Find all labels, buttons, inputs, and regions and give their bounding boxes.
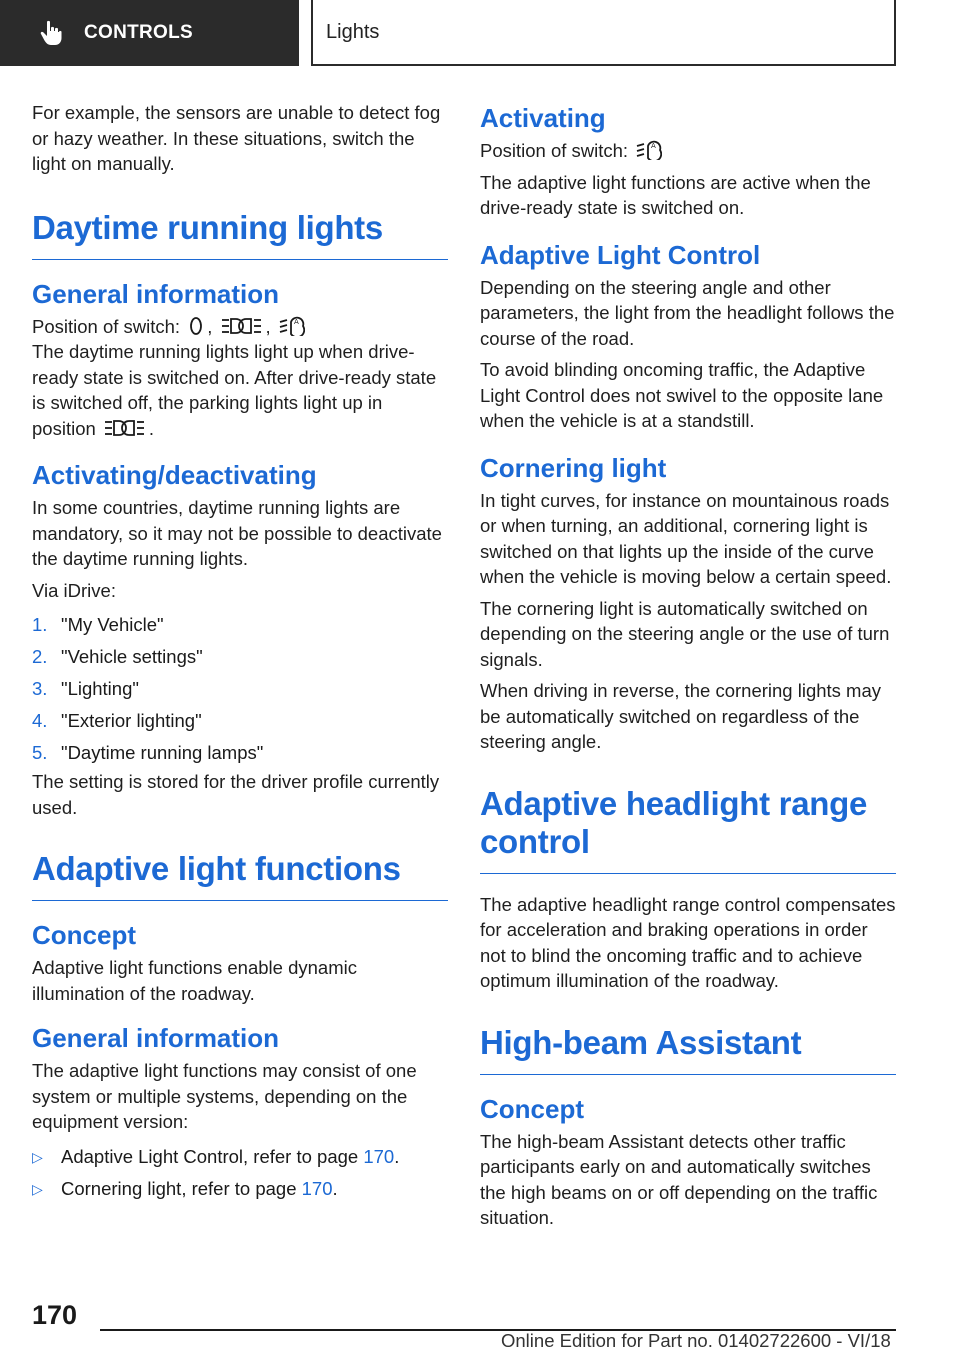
list-item: ▷ Adaptive Light Control, refer to page 170. <box>32 1141 448 1173</box>
page-link[interactable]: 170 <box>301 1177 333 1199</box>
corner-body-3: When driving in reverse, the cornering lights may be automatically switched on regardless of the steering angle. <box>480 680 882 752</box>
alf-general-body: The adaptive light functions may consist of one system or multiple systems, depending on the equipment version: <box>32 1060 417 1132</box>
svg-text:A: A <box>293 317 299 326</box>
parking-lights-icon <box>221 316 263 336</box>
idrive-steps <box>32 609 448 769</box>
heading-high-beam-assistant: High-beam Assistant <box>480 1024 896 1075</box>
heading-concept: Concept <box>32 920 136 950</box>
heading-alf-general-information: General information <box>32 1023 280 1053</box>
via-idrive: Via iDrive: <box>32 579 116 601</box>
corner-body-1: In tight curves, for instance on mountainous roads or when turning, an additional, cornering light is switched on that lights up the inside of the curve when the vehicle is moving below a certain speed. <box>480 489 892 587</box>
svg-text:A: A <box>651 142 657 150</box>
switch-off-icon <box>188 316 204 336</box>
heading-activating-deactivating: Activating/deactivating <box>32 460 317 490</box>
list-item: 5. "Daytime running lamps" <box>32 742 264 763</box>
list-item: 4. "Exterior lighting" <box>32 710 202 731</box>
controls-tab-label: CONTROLS <box>84 22 194 43</box>
drl-body-text: The daytime running lights light up when drive-ready state is switched on. After drive-ready state is switched off, the parking lights light up in position <box>32 341 437 439</box>
auto-headlight-icon <box>636 140 662 160</box>
page-number: 170 <box>32 1300 78 1330</box>
heading-cornering-light: Cornering light <box>480 452 667 483</box>
activating-position-prefix: Position of switch: <box>480 140 629 161</box>
alc-body-2: To avoid blinding oncoming traffic, the Adaptive Light Control does not swivel to the opposite lane when the vehicle is at a standstill. <box>480 359 884 431</box>
auto-headlight-icon <box>279 316 305 336</box>
page-footer <box>0 1292 960 1362</box>
heading-daytime-running-lights: Daytime running lights <box>32 209 448 260</box>
list-item: 2. "Vehicle settings" <box>32 646 203 667</box>
controls-tab[interactable] <box>0 0 299 66</box>
edition-text: Online Edition for Part no. 01402722600 - VI/18 <box>501 1330 891 1351</box>
left-column <box>32 100 448 1205</box>
drl-switch-position: Position of switch: , , A <box>32 314 448 340</box>
page-link[interactable]: 170 <box>363 1145 395 1167</box>
concept-body: Adaptive light functions enable dynamic illumination of the roadway. <box>32 957 357 1004</box>
heading-adaptive-light-control: Adaptive Light Control <box>480 239 761 270</box>
stored-note: The setting is stored for the driver profile currently used. <box>32 771 440 818</box>
right-column <box>480 100 896 1231</box>
triangle-bullet-icon: ▷ <box>32 1148 43 1165</box>
act-body: In some countries, daytime running lights are mandatory, so it may not be possible to deactivate the daytime running lights. <box>32 497 442 569</box>
alf-bullets <box>32 1141 448 1205</box>
heading-hba-concept: Concept <box>480 1093 584 1124</box>
page-header <box>0 0 960 66</box>
heading-adaptive-headlight-range-control: Adaptive headlight range control <box>480 785 896 874</box>
activating-body: The adaptive light functions are active when the drive-ready state is switched on. <box>480 171 871 218</box>
section-tab-label: Lights <box>326 20 380 43</box>
alc-body-1: Depending on the steering angle and other parameters, the light from the headlight follows the course of the road. <box>480 276 895 349</box>
drl-position-prefix: Position of switch: <box>32 315 181 337</box>
list-item: ▷ Cornering light, refer to page 170. <box>32 1173 448 1205</box>
heading-adaptive-light-functions: Adaptive light functions <box>32 850 448 901</box>
list-item: 1. "My Vehicle" <box>32 614 164 635</box>
hand-pointer-icon <box>40 20 62 46</box>
heading-drl-general-information: General information <box>32 278 280 309</box>
corner-body-2: The cornering light is automatically switched on depending on the steering angle or the use of turn signals. <box>480 597 890 670</box>
ahrc-body: The adaptive headlight range control compensates for acceleration and braking operations in order not to blind the oncoming traffic and to achieve optimum illumination of the roadway. <box>480 893 896 991</box>
intro-paragraph: For example, the sensors are unable to detect fog or hazy weather. In these situations, switch the light on manually. <box>32 102 441 174</box>
section-tab[interactable] <box>311 0 896 66</box>
hba-concept-body: The high-beam Assistant detects other traffic participants early on and automatically switches the high beams on or off depending on the traffic situation. <box>480 1130 878 1228</box>
activating-position <box>480 138 896 164</box>
drl-body: The daytime running lights light up when drive-ready state is switched on. After drive-ready state is switched off, the parking lights light up in position . <box>32 341 437 439</box>
parking-lights-icon <box>104 418 146 438</box>
list-item: 3. "Lighting" <box>32 678 139 699</box>
heading-activating: Activating <box>480 103 606 133</box>
triangle-bullet-icon: ▷ <box>32 1180 43 1197</box>
